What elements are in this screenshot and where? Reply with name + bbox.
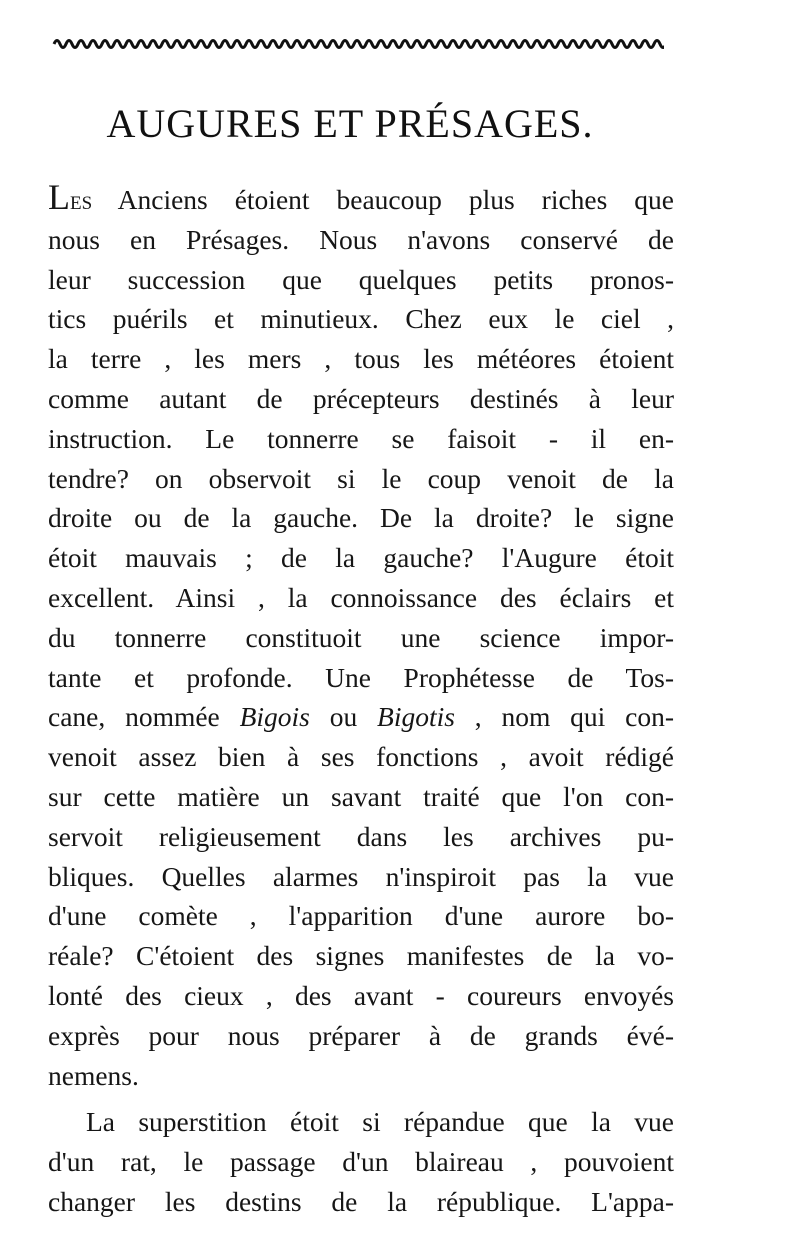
text-line: La superstition étoit si répandue que la vue bbox=[86, 1106, 674, 1138]
text-line: d'une comète , l'apparition d'une aurore bo- bbox=[48, 900, 674, 932]
text-line: leur succession que quelques petits pronos- bbox=[48, 263, 674, 295]
line-text: cane, nommée bbox=[48, 701, 240, 733]
text-line: instruction. Le tonnerre se faisoit - il en- bbox=[48, 422, 674, 454]
text-line: venoit assez bien à ses fonctions , avoit rédigé bbox=[48, 741, 674, 773]
text-line: exprès pour nous préparer à de grands évé- bbox=[48, 1019, 674, 1051]
text-line bbox=[48, 697, 674, 737]
text-line: nous en Présages. Nous n'avons conservé de bbox=[48, 223, 674, 255]
italic-name: Bigotis bbox=[377, 701, 455, 733]
text-line: bliques. Quelles alarmes n'inspiroit pas la vue bbox=[48, 860, 674, 892]
text-body bbox=[48, 177, 675, 1222]
wavy-line-ornament-icon bbox=[52, 30, 664, 52]
drop-cap: L bbox=[48, 177, 70, 217]
text-line: tendre? on observoit si le coup venoit de la bbox=[48, 462, 674, 494]
text-line: servoit religieusement dans les archives pu- bbox=[48, 820, 674, 852]
text-line: tante et profonde. Une Prophétesse de Tos- bbox=[48, 661, 674, 693]
text-line bbox=[48, 177, 674, 220]
text-line: d'un rat, le passage d'un blaireau , pouvoient bbox=[48, 1146, 674, 1178]
paragraph-1 bbox=[48, 177, 675, 1095]
chapter-title: AUGURES ET PRÉSAGES. bbox=[106, 101, 594, 146]
ornament-wave bbox=[54, 41, 664, 48]
text-line: réale? C'étoient des signes manifestes de la vo- bbox=[48, 940, 674, 972]
line-text: , nom qui con- bbox=[454, 701, 675, 733]
text-line: la terre , les mers , tous les météores étoient bbox=[48, 343, 674, 375]
text-line: comme autant de précepteurs destinés à leur bbox=[48, 382, 674, 414]
line-text: ou bbox=[309, 701, 378, 733]
text-line: excellent. Ainsi , la connoissance des éclairs et bbox=[48, 581, 674, 613]
text-line: changer les destins de la république. L'appa- bbox=[48, 1185, 674, 1217]
text-line: droite ou de la gauche. De la droite? le signe bbox=[48, 502, 674, 534]
text-line: du tonnerre constituoit une science impor- bbox=[48, 621, 674, 653]
line-text: Anciens étoient beaucoup plus riches que bbox=[92, 184, 674, 215]
paragraph-2 bbox=[48, 1102, 674, 1221]
text-line: étoit mauvais ; de la gauche? l'Augure étoit bbox=[48, 542, 674, 574]
text-line: tics puérils et minutieux. Chez eux le ciel , bbox=[48, 303, 674, 335]
italic-name: Bigois bbox=[239, 701, 310, 733]
small-caps-word: es bbox=[70, 184, 93, 215]
text-line: sur cette matière un savant traité que l'on con- bbox=[48, 780, 674, 812]
text-line: nemens. bbox=[48, 1059, 139, 1091]
text-line: lonté des cieux , des avant - coureurs envoyés bbox=[48, 979, 674, 1011]
